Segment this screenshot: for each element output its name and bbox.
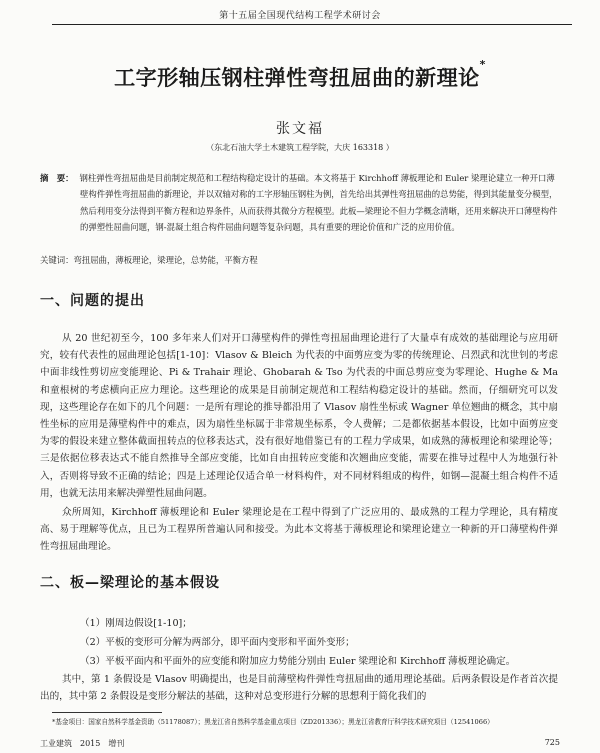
abstract-body [40,170,562,236]
abstract-text: 钢柱弹性弯扭屈曲是目前制定规范和工程结构稳定设计的基础。本文将基于 Kirchhoff 薄板理论和 Euler 梁理论建立一种开口薄壁构件弹性弯扭屈曲的新理论，并以双轴对称的工字形轴压钢柱为例，首先给出其弹性弯扭屈曲的总势能，得到其能量变分模型，然后利用变分法得到平衡方程和边界条件，从而获得其微分方程模型。此板—梁理论不但力学概念清晰，还用来解决开口薄壁构件的弹塑性屈曲问题，钢-混凝土组合构件屈曲问题等复杂问题，具有重要的理论价值和广泛的应用价值。 [79,173,558,233]
assumption-list [40,614,558,671]
paper-title-text: 工字形轴压钢柱弹性弯扭屈曲的新理论 [114,66,480,90]
paper-title [40,58,560,92]
running-header: 第十五届全国现代结构工程学术研讨会 [219,11,381,21]
keywords [40,253,562,267]
keywords-label: 关键词： [40,255,74,265]
footnote-rule [52,712,162,713]
abstract [40,170,562,236]
keywords-text: 弯扭屈曲，薄板理论，梁理论，总势能，平衡方程 [73,255,258,265]
section-heading-2: 二、板—梁理论的基本假设 [40,575,220,591]
funding-footnote: *基金项目：国家自然科学基金资助（51178087）；黑龙江省自然科学基金重点项目（ZD201336）；黑龙江省教育厅科学技术研究项目（12541066） [52,718,494,726]
journal-footer: 工业建筑 2015 增刊 [40,739,125,748]
section1-paragraph-1: 从 20 世纪初至今，100 多年来人们对开口薄壁构件的弹性弯扭屈曲理论进行了大量卓有成效的基础理论与应用研究，较有代表性的屈曲理论包括[1-10]：Vlasov & Bleich 为代表的中面剪应变为零的传统理论、吕烈武和沈世钊的考虑中面非线性剪切应变能理论、Pi & Trahair 理论、Ghobarah & Tso 为代表的中面总剪应变为零理论、Hughe & Ma 和童根树的考虑横向正应力理论。这些理论的成果是目前制定规范和工程结构稳定设计的基础。然而，仔细研究可以发现，这些理论存在如下的几个问题：一是所有理论的推导都沿用了 Vlasov 扇性坐标或 Wagner 单位翘曲的概念，其中扇性坐标的应用是薄壁构件中的难点，因为扇性坐标属于非常规坐标系，令人费解；二是都依据基本假设，比如中面剪应变为零的假设来建立整体截面扭转点的位移表达式，没有很好地借鉴已有的工程力学成果，如成熟的薄板理论和梁理论等；三是依据位移表达式不能自然推导全部应变能，比如自由扭转应变能和次翘曲应变能，需要在推导过程中人为地强行补入，否则将导致不正确的结论；四是上述理论仅适合单一材料构件，对不同材料组成的构件，如钢—混凝土组合构件不适用，也就无法用来解决弹塑性屈曲问题。 [40,333,558,499]
title-footnote-mark: * [479,58,486,71]
author-name: 张文福 [276,121,324,137]
section2-paragraph: 其中，第 1 条假设是 Vlasov 明确提出，也是目前薄壁构件弹性弯扭屈曲的通用理论基础。后两条假设是作者首次提出的，其中第 2 条假设是变形分解法的基础，这种对总变形进行分解的思想利于简化我们的 [40,674,558,703]
page-number: 725 [544,738,560,747]
assumption-item: （1）刚周边假设[1-10]； [80,618,192,629]
header-rule [52,24,572,25]
author-affiliation: （东北石油大学土木建筑工程学院，大庆 163318 ） [206,143,394,152]
section-heading-1: 一、问题的提出 [40,293,145,309]
assumption-item: （2）平板的变形可分解为两部分，即平面内变形和平面外变形； [80,637,355,648]
assumption-item: （3）平板平面内和平面外的应变能和附加应力势能分别由 Euler 梁理论和 Kirchhoff 薄板理论确定。 [80,656,516,667]
abstract-label: 摘 要： [40,173,74,183]
section1-paragraph-2: 众所周知，Kirchhoff 薄板理论和 Euler 梁理论是在工程中得到了广泛应用的、最成熟的工程力学理论，具有精度高、易于理解等优点，且已为工程界所普遍认同和接受。为此本文将基于薄板理论和梁理论建立一种新的开口薄壁构件弹性弯扭屈曲理论。 [40,507,558,553]
